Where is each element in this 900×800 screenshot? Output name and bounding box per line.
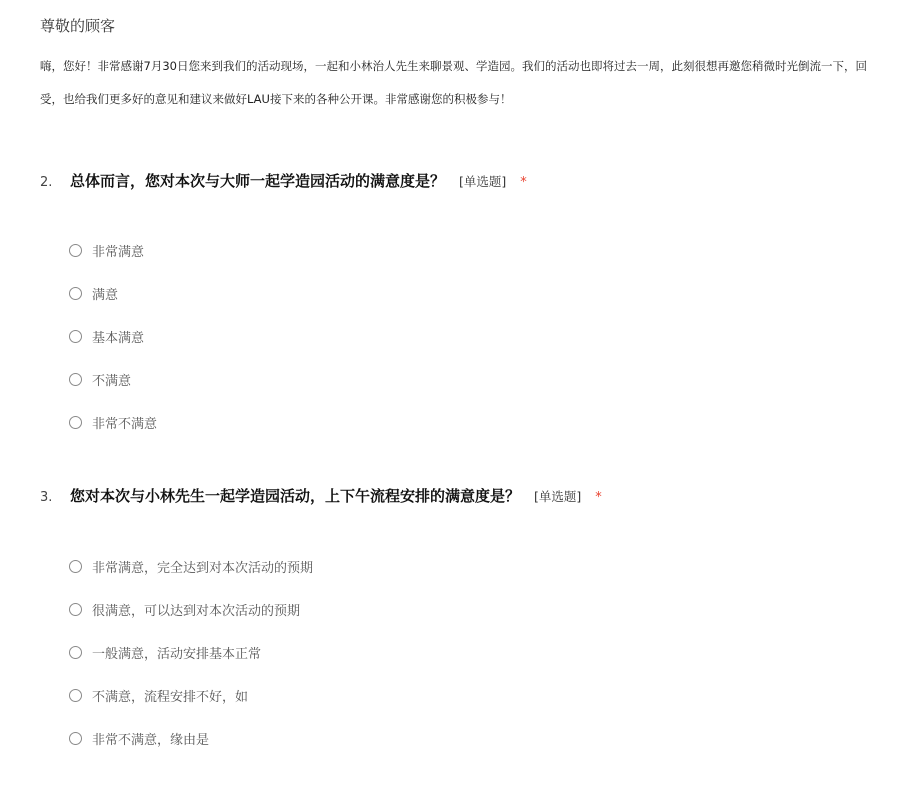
- question-title: 您对本次与小林先生一起学造园活动，上下午流程安排的满意度是？: [70, 487, 521, 505]
- question-title: 总体而言，您对本次与大师一起学造园活动的满意度是？: [70, 172, 446, 190]
- q3-option-generally-satisfied[interactable]: [69, 643, 261, 662]
- radio-button[interactable]: [69, 732, 82, 745]
- radio-button[interactable]: [69, 603, 82, 616]
- required-star: *: [595, 490, 602, 505]
- intro-text-line-1: 嗨，您好！非常感谢7月30日您来到我们的活动现场，一起和小林治人先生来聊景观、学造园。我们的活动也即将过去一周，此刻很想再邀您稍微时光倒流一下，回: [40, 59, 867, 73]
- radio-button[interactable]: [69, 330, 82, 343]
- option-label: 非常不满意: [92, 417, 158, 432]
- question-number: 3.: [40, 490, 53, 505]
- q2-option-satisfied[interactable]: [69, 284, 118, 303]
- option-label: 满意: [92, 288, 119, 303]
- option-label: 不满意: [92, 374, 132, 389]
- q3-option-quite-satisfied[interactable]: [69, 600, 300, 619]
- question-3-header: [40, 485, 602, 506]
- option-label: 非常不满意，缘由是: [92, 733, 210, 748]
- q2-option-basically-satisfied[interactable]: [69, 327, 144, 346]
- q2-option-very-satisfied[interactable]: [69, 241, 144, 260]
- radio-button[interactable]: [69, 689, 82, 702]
- q2-option-very-dissatisfied[interactable]: [69, 413, 157, 432]
- question-type-label: [单选题]: [459, 174, 507, 189]
- q3-option-dissatisfied[interactable]: [69, 686, 248, 705]
- question-number: 2.: [40, 175, 53, 190]
- q2-option-dissatisfied[interactable]: [69, 370, 131, 389]
- intro-text-line-2: 受，也给我们更多好的意见和建议来做好LAU接下来的各种公开课。非常感谢您的积极参与！: [40, 92, 512, 106]
- radio-button[interactable]: [69, 416, 82, 429]
- q3-option-very-dissatisfied[interactable]: [69, 729, 209, 748]
- greeting-heading: 尊敬的顾客: [40, 17, 116, 35]
- option-label: 非常满意，完全达到对本次活动的预期: [92, 561, 314, 576]
- option-label: 基本满意: [92, 331, 145, 346]
- radio-button[interactable]: [69, 244, 82, 257]
- radio-button[interactable]: [69, 287, 82, 300]
- question-type-label: [单选题]: [534, 489, 582, 504]
- option-label: 不满意，流程安排不好，如: [92, 690, 249, 705]
- radio-button[interactable]: [69, 560, 82, 573]
- question-2-header: [40, 170, 527, 191]
- q3-option-very-satisfied[interactable]: [69, 557, 313, 576]
- radio-button[interactable]: [69, 646, 82, 659]
- option-label: 很满意，可以达到对本次活动的预期: [92, 604, 301, 619]
- radio-button[interactable]: [69, 373, 82, 386]
- option-label: 一般满意，活动安排基本正常: [92, 647, 262, 662]
- option-label: 非常满意: [92, 245, 145, 260]
- required-star: *: [520, 175, 527, 190]
